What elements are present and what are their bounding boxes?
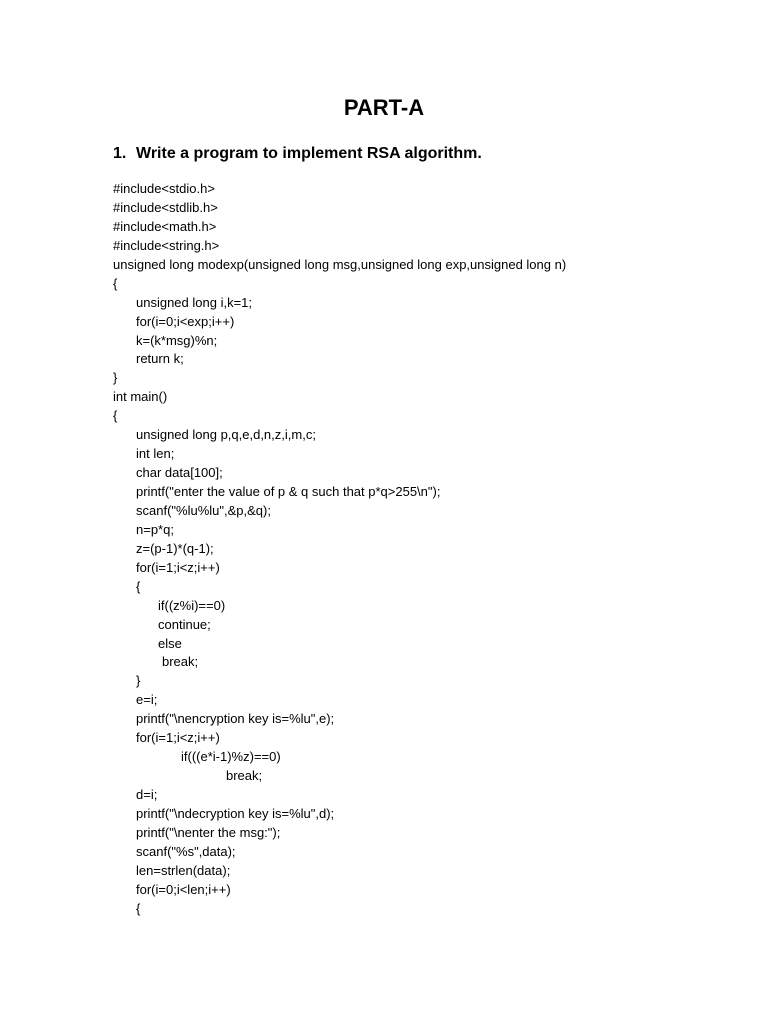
code-line: printf("\ndecryption key is=%lu",d);	[136, 805, 335, 821]
code-line: printf("\nencryption key is=%lu",e);	[136, 711, 335, 727]
code-listing	[113, 180, 753, 919]
code-line: #include<stdio.h>	[113, 181, 215, 196]
code-line: #include<stdlib.h>	[113, 199, 218, 215]
code-line: printf("enter the value of p & q such that p*q>255\n");	[136, 484, 441, 499]
code-line: scanf("%lu%lu",&p,&q);	[136, 502, 271, 518]
code-line: }	[136, 673, 141, 689]
code-line: else	[158, 635, 182, 651]
code-line: {	[113, 275, 118, 291]
code-line: int len;	[136, 446, 175, 462]
code-line: int main()	[113, 389, 168, 405]
code-line: for(i=1;i<z;i++)	[136, 559, 220, 575]
code-line: break;	[226, 768, 263, 784]
code-line: len=strlen(data);	[136, 862, 231, 878]
code-line: char data[100];	[136, 465, 223, 481]
question-number: 1.	[113, 145, 127, 162]
code-line: break;	[162, 654, 199, 670]
code-line: #include<math.h>	[113, 218, 217, 234]
code-line: if(((e*i-1)%z)==0)	[181, 749, 281, 765]
question-heading	[113, 143, 482, 165]
code-line: #include<string.h>	[113, 237, 220, 253]
code-line: continue;	[158, 616, 211, 632]
code-line: {	[136, 900, 141, 916]
code-line: for(i=0;i<len;i++)	[136, 881, 231, 897]
code-line: for(i=0;i<exp;i++)	[136, 313, 235, 329]
code-line: unsigned long p,q,e,d,n,z,i,m,c;	[136, 427, 316, 443]
code-line: unsigned long modexp(unsigned long msg,unsigned long exp,unsigned long n)	[113, 256, 567, 272]
code-line: return k;	[136, 351, 184, 367]
code-line: d=i;	[136, 787, 158, 802]
code-line: scanf("%s",data);	[136, 843, 236, 859]
code-line: printf("\nenter the msg:");	[136, 824, 281, 840]
code-line: }	[113, 370, 118, 386]
page-title: PART-A	[343, 95, 425, 120]
code-line: {	[113, 408, 118, 424]
code-line: for(i=1;i<z;i++)	[136, 730, 220, 746]
code-line: if((z%i)==0)	[158, 597, 226, 613]
code-line: n=p*q;	[136, 521, 174, 537]
code-line: e=i;	[136, 692, 158, 708]
question-text: Write a program to implement RSA algorithm.	[136, 145, 482, 162]
code-line: z=(p-1)*(q-1);	[136, 540, 214, 556]
code-line: k=(k*msg)%n;	[136, 332, 218, 348]
code-line: {	[136, 578, 141, 594]
code-line: unsigned long i,k=1;	[136, 294, 253, 310]
